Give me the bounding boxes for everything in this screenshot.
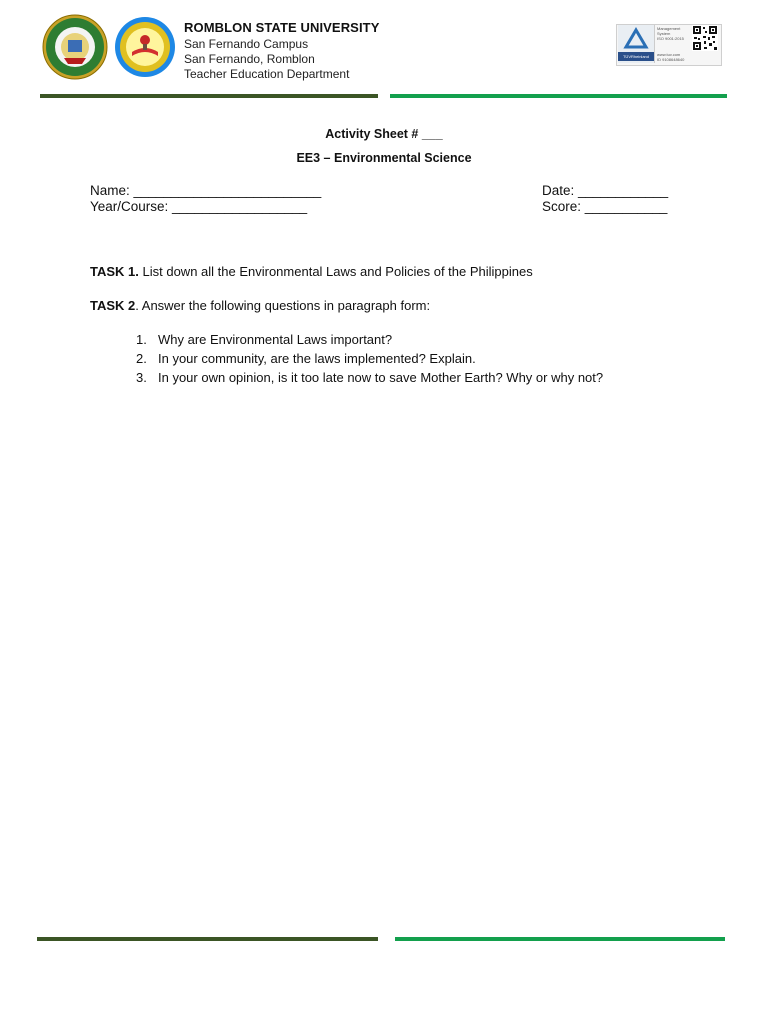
header-divider-green (390, 94, 727, 98)
name-field: Name: _________________________ (90, 183, 322, 198)
certification-text: Management System ISO 9001:2015 (657, 26, 684, 41)
header-divider-dark (40, 94, 378, 98)
qr-code-icon (692, 25, 718, 51)
task-1-label: TASK 1. (90, 264, 139, 279)
question-item (136, 370, 603, 385)
triangle-logo-icon (618, 25, 654, 51)
task-2-text: . Answer the following questions in paragraph form: (135, 298, 431, 313)
certification-badge-label: TÜVRheinland (618, 52, 654, 61)
question-text: In your own opinion, is it too late now to save Mother Earth? Why or why not? (158, 370, 604, 385)
question-number: 1. (136, 332, 147, 347)
campus-location: San Fernando, Romblon (184, 52, 315, 66)
department-seal-icon (114, 16, 176, 78)
activity-sheet-title: Activity Sheet # ___ (325, 127, 443, 141)
subject-title: EE3 – Environmental Science (296, 151, 472, 165)
university-name: ROMBLON STATE UNIVERSITY (184, 20, 380, 35)
question-item (136, 332, 392, 347)
task-1-text: List down all the Environmental Laws and Policies of the Philippines (138, 264, 533, 279)
score-field: Score: ___________ (542, 199, 668, 214)
question-text: Why are Environmental Laws important? (158, 332, 393, 347)
year-course-field: Year/Course: __________________ (90, 199, 308, 214)
certification-footer: www.tuv.com ID 9108648640 (657, 52, 685, 62)
task-1 (90, 264, 533, 279)
task-2 (90, 298, 430, 313)
department-name: Teacher Education Department (184, 67, 350, 81)
date-field: Date: ____________ (542, 183, 669, 198)
question-number: 3. (136, 370, 147, 385)
footer-divider-dark (37, 937, 378, 941)
university-seal-icon (42, 14, 108, 80)
question-item (136, 351, 476, 366)
question-text: In your community, are the laws implemented? Explain. (158, 351, 476, 366)
question-number: 2. (136, 351, 147, 366)
task-2-label: TASK 2 (90, 298, 136, 313)
campus-name: San Fernando Campus (184, 37, 309, 51)
footer-divider-green (395, 937, 725, 941)
